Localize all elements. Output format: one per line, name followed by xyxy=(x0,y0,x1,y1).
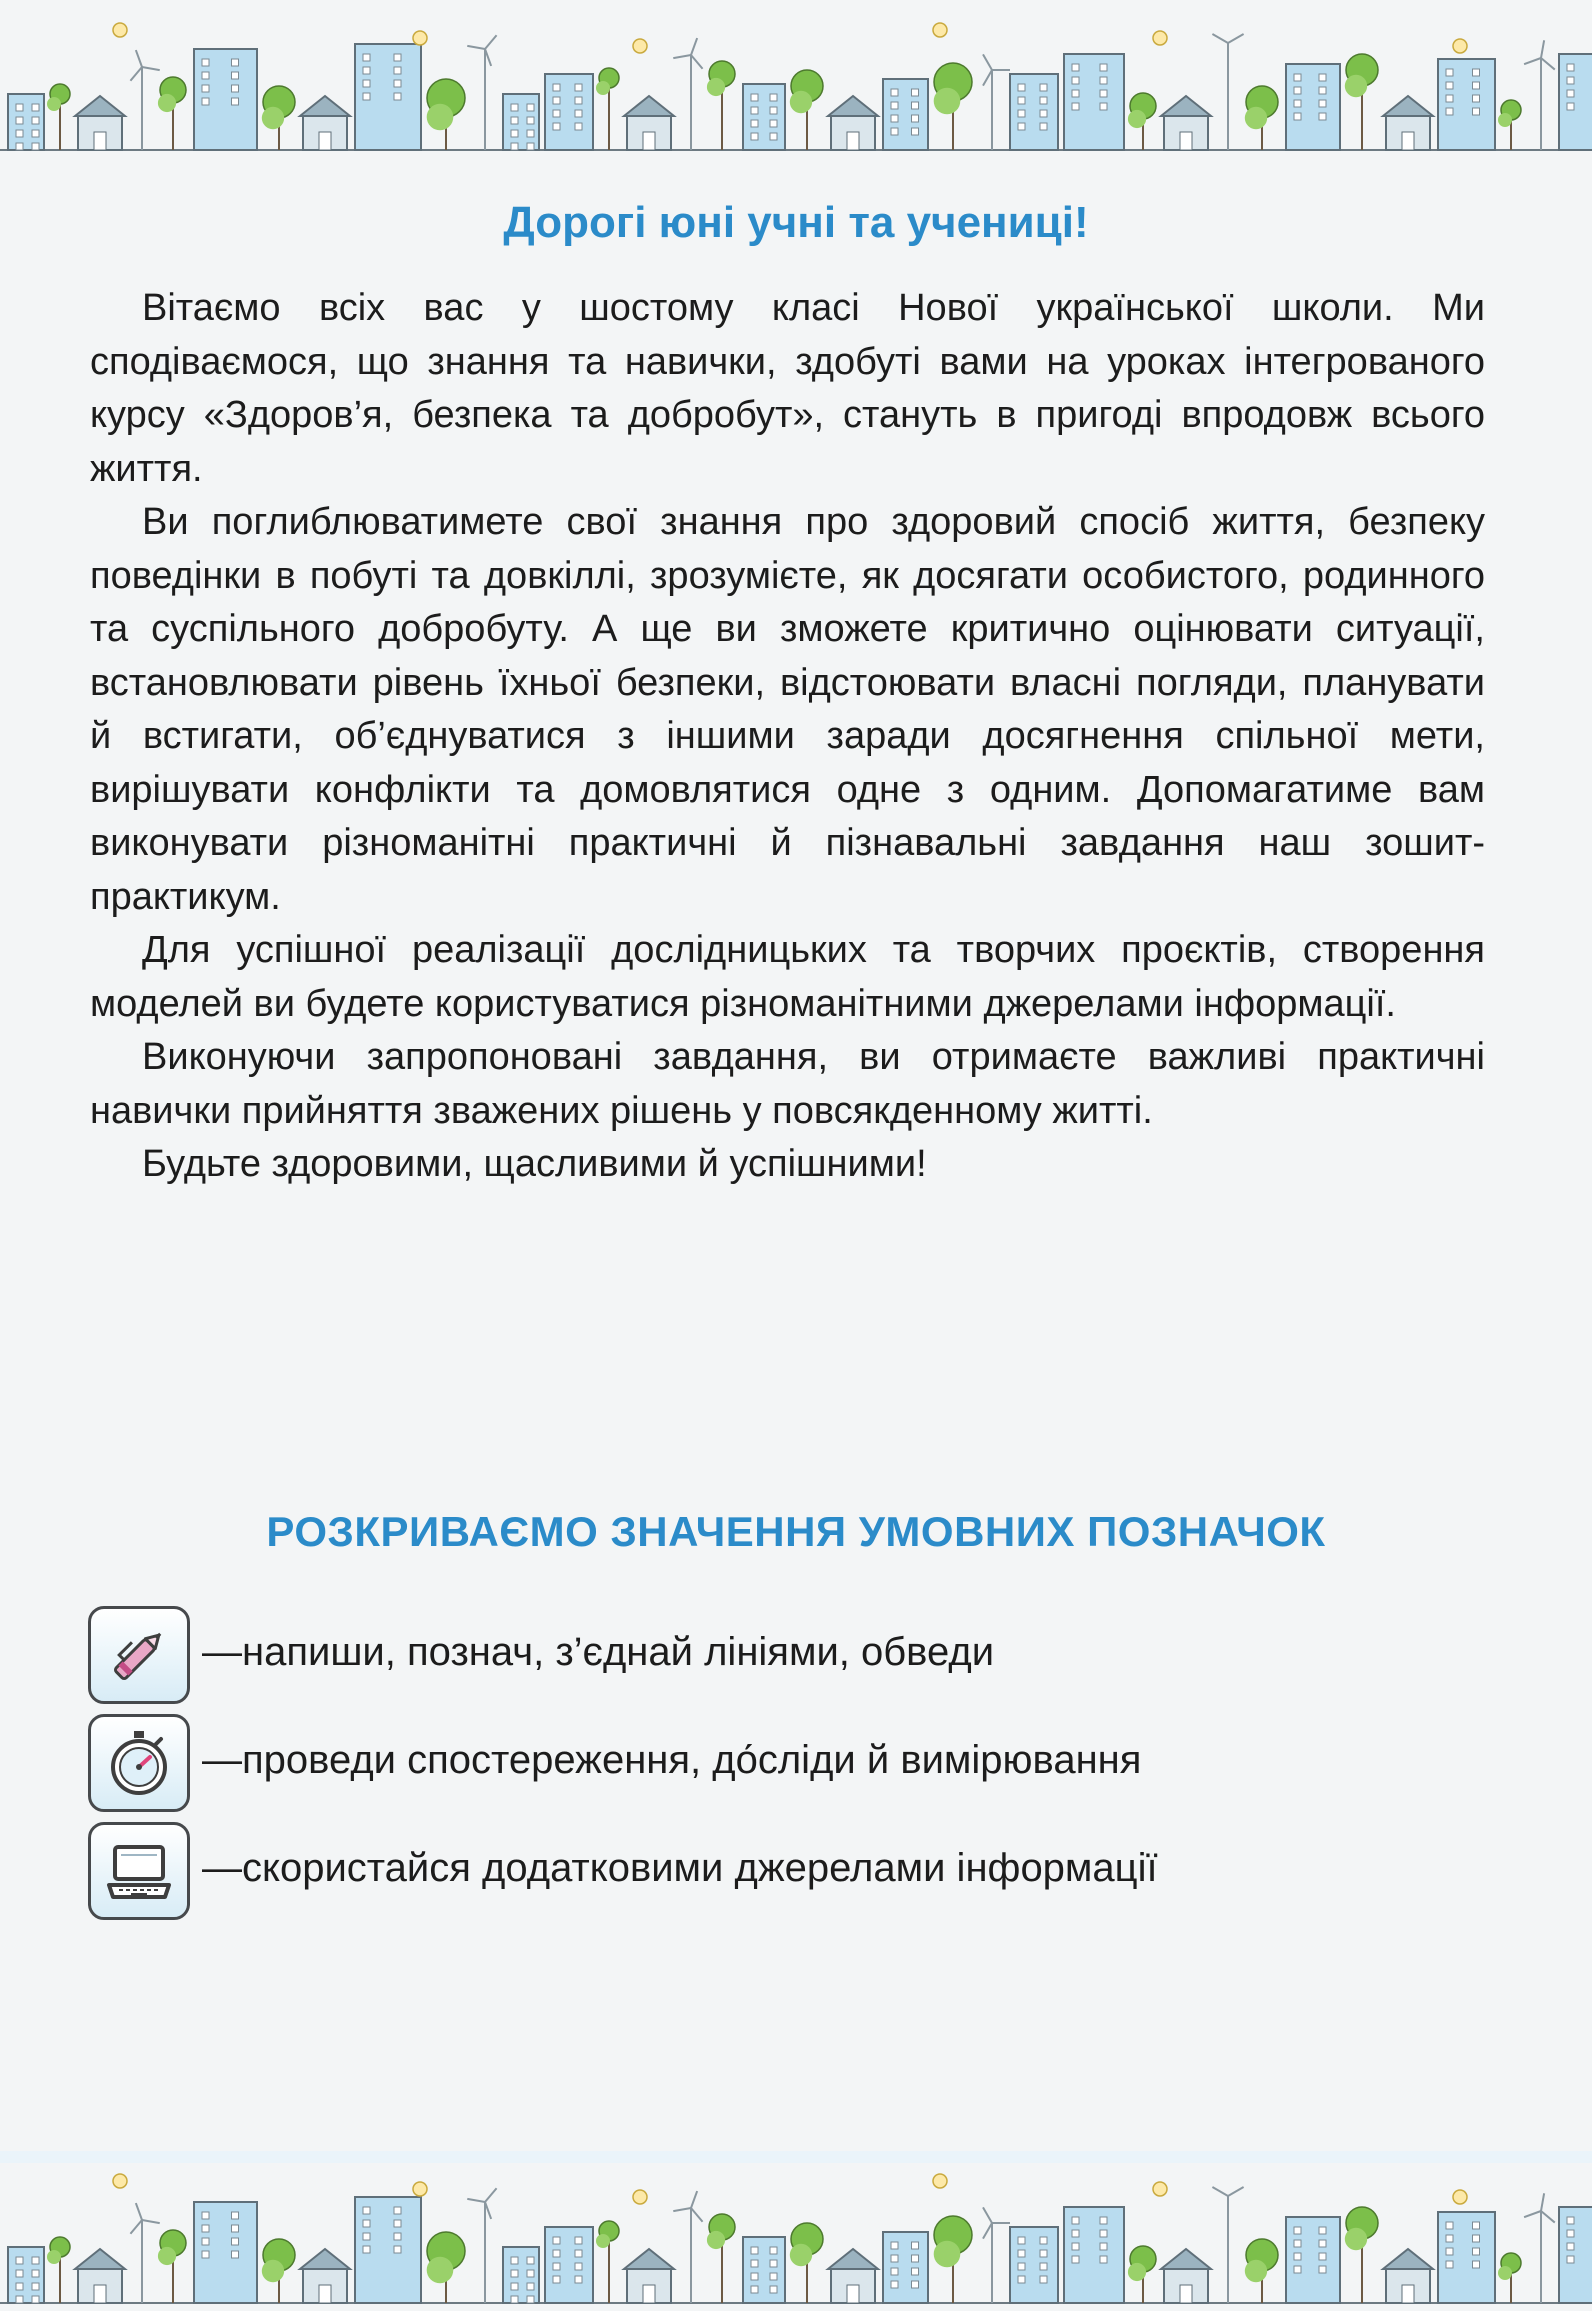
legend-title: РОЗКРИВАЄМО ЗНАЧЕННЯ УМОВНИХ ПОЗНАЧОК xyxy=(266,1508,1326,1555)
letter-paragraph: Ви поглиблюватимете свої знання про здоровий спосіб життя, безпеку поведінки в побуті та довкіллі, зрозумієте, як досягати особистого, родинного та суспільного добробуту. А ще ви зможете критично оцінювати ситуації, встановлювати рівень їхньої безпеки, відстоювати власні погляди, планувати й встигати, об’єднуватися з іншими заради досягнення спільної мети, вирішувати конфлікти та домовлятися одне з одним. Допомагатиме вам виконувати різноманітні практичні й пізнавальні завдання наш зошит-практикум. xyxy=(90,501,1485,918)
pen-icon xyxy=(88,1606,190,1704)
legend-item-write xyxy=(88,1606,1508,1714)
stopwatch-icon xyxy=(88,1714,190,1812)
letter-paragraph: Для успішної реалізації дослідницьких та творчих проєктів, створення моделей ви будете користуватися різноманітними джерелами інформації. xyxy=(90,929,1485,1025)
letter-paragraph: Виконуючи запропоновані завдання, ви отримаєте важливі практичні навички прийняття зважених рішень у повсякденному житті. xyxy=(90,1036,1485,1132)
bottom-city-illustration xyxy=(0,2151,1592,2311)
legend-item-sources xyxy=(88,1822,1508,1930)
legend-item-experiment xyxy=(88,1714,1508,1822)
letter-paragraph: Вітаємо всіх вас у шостому класі Нової української школи. Ми сподіваємося, що знання та навички, здобуті вами на уроках інтегрованого курсу «Здоров’я, безпека та добробут», стануть в пригоді впродовж всього життя. xyxy=(90,287,1485,490)
letter-title: Дорогі юні учні та учениці! xyxy=(503,198,1089,247)
letter-body xyxy=(90,282,1485,1192)
legend-text: —напиши, познач, з’єднай лініями, обведи xyxy=(202,1630,995,1674)
legend-list xyxy=(88,1606,1508,1930)
letter-paragraph: Будьте здоровими, щасливими й успішними! xyxy=(142,1143,927,1185)
laptop-icon xyxy=(88,1822,190,1920)
legend-text: —проведи спостереження, до́сліди й вимірювання xyxy=(202,1738,1142,1782)
top-city-illustration xyxy=(0,0,1592,160)
legend-text: —скористайся додатковими джерелами інформації xyxy=(202,1846,1158,1890)
